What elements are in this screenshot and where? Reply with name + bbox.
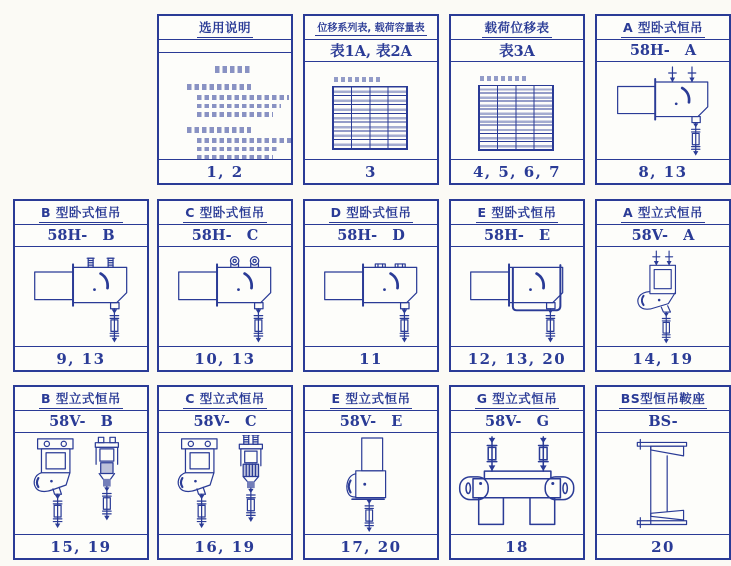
panel-title: A 型立式恒吊 [597,201,729,225]
mini-table [478,85,554,151]
panel-selection-instructions [157,14,293,185]
page-numbers: 20 [597,534,729,558]
panel-subtitle: 58H- A [597,40,729,62]
instruction-text-block [159,53,291,159]
panel-title: E 型立式恒吊 [305,387,437,411]
page-numbers: 4, 5, 6, 7 [451,159,583,183]
panel-title: 位移系列表, 载荷容量表 [305,16,437,40]
mini-table [332,86,408,150]
vertical-hanger-b-drawing [15,433,147,534]
panel-58v-a [595,199,731,372]
page-numbers: 16, 19 [159,534,291,558]
horizontal-hanger-c-drawing [159,247,291,346]
panel-load-displacement-table [449,14,585,185]
panel-title: 载荷位移表 [451,16,583,40]
panel-title: E 型卧式恒吊 [451,201,583,225]
page-numbers: 10, 13 [159,346,291,370]
panel-title: C 型卧式恒吊 [159,201,291,225]
panel-58v-c [157,385,293,560]
page-numbers: 3 [305,159,437,183]
panel-subtitle: 58V- G [451,411,583,433]
table-caption-faux [480,76,526,81]
panel-title: BS型恒吊鞍座 [597,387,729,411]
vertical-hanger-a-drawing [597,247,729,346]
table-caption-faux [334,77,380,82]
panel-subtitle: 58H- E [451,225,583,247]
saddle-bs-drawing [597,433,729,534]
panel-58h-a [595,14,731,185]
data-table-thumbnail [451,62,583,159]
horizontal-hanger-e-drawing [451,247,583,346]
panel-subtitle: 58H- C [159,225,291,247]
panel-58h-c [157,199,293,372]
panel-58h-b [13,199,149,372]
panel-subtitle: 58V- E [305,411,437,433]
horizontal-hanger-d-drawing [305,247,437,346]
page-numbers: 8, 13 [597,159,729,183]
faux-text [159,53,291,159]
panel-subtitle [159,40,291,53]
panel-subtitle: 58V- C [159,411,291,433]
vertical-hanger-e-drawing [305,433,437,534]
panel-58v-e [303,385,439,560]
page-numbers: 15, 19 [15,534,147,558]
panel-title: A 型卧式恒吊 [597,16,729,40]
panel-58v-b [13,385,149,560]
panel-displacement-capacity-tables [303,14,439,185]
page-numbers: 14, 19 [597,346,729,370]
panel-subtitle: 58H- D [305,225,437,247]
page-numbers: 18 [451,534,583,558]
panel-subtitle: 58V- B [15,411,147,433]
page-numbers: 17, 20 [305,534,437,558]
panel-58v-g [449,385,585,560]
page-numbers: 1, 2 [159,159,291,183]
panel-58h-d [303,199,439,372]
page-numbers: 9, 13 [15,346,147,370]
panel-subtitle: BS- [597,411,729,433]
panel-title: C 型立式恒吊 [159,387,291,411]
panel-title: B 型立式恒吊 [15,387,147,411]
panel-subtitle: 58H- B [15,225,147,247]
panel-subtitle: 表3A [451,40,583,62]
panel-bs-saddle [595,385,731,560]
vertical-hanger-g-drawing [451,433,583,534]
panel-title: D 型卧式恒吊 [305,201,437,225]
page-numbers: 11 [305,346,437,370]
panel-subtitle: 表1A, 表2A [305,40,437,62]
panel-title: G 型立式恒吊 [451,387,583,411]
page-numbers: 12, 13, 20 [451,346,583,370]
panel-58h-e [449,199,585,372]
vertical-hanger-c-drawing [159,433,291,534]
panel-subtitle: 58V- A [597,225,729,247]
horizontal-hanger-b-drawing [15,247,147,346]
horizontal-hanger-a-drawing [597,62,729,159]
panel-title: B 型卧式恒吊 [15,201,147,225]
data-table-thumbnail [305,62,437,159]
panel-title: 选用说明 [159,16,291,40]
